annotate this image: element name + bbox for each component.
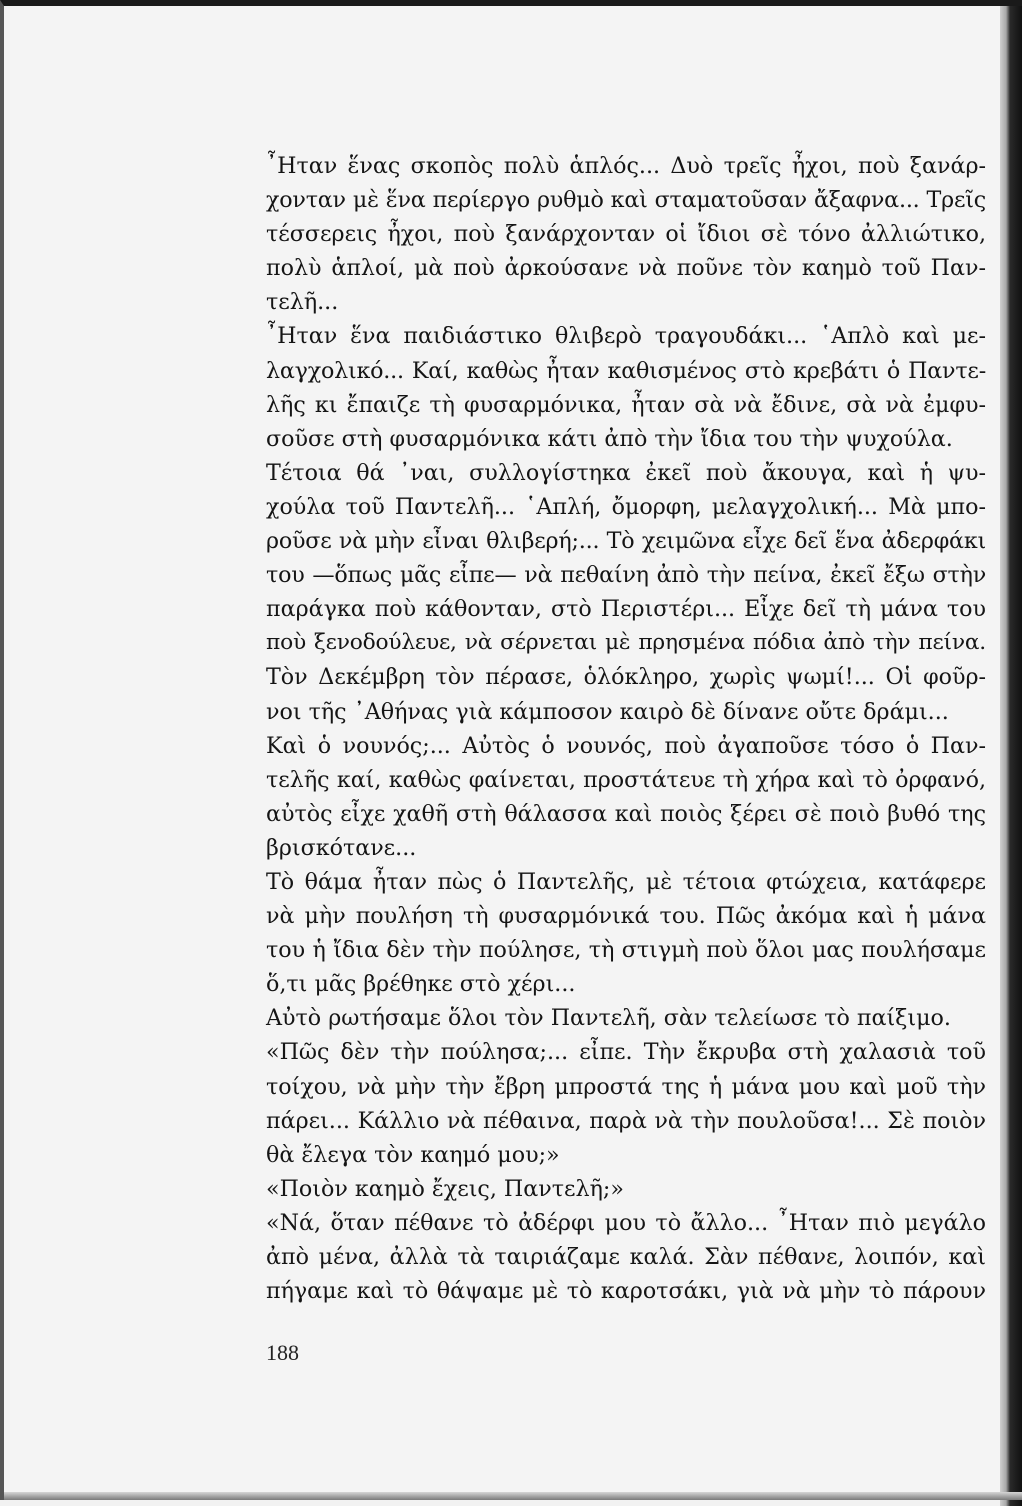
text-line: νοι τῆς ᾽Αθήνας γιὰ κάμποσον καιρὸ δὲ δίνανε οὔτε δράμι... xyxy=(266,698,949,725)
text-line: Καὶ ὁ νουνός;... Αὐτὸς ὁ νουνός, ποὺ ἀγαποῦσε τόσο ὁ Παν- xyxy=(266,732,986,759)
text-line: ποὺ ξενοδούλευε, νὰ σέρνεται μὲ πρησμένα πόδια ἀπὸ τὴν πείνα. xyxy=(266,630,986,656)
text-line: αὐτὸς εἶχε χαθῆ στὴ θάλασσα καὶ ποιὸς ξέρει σὲ ποιὸ βυθό της xyxy=(266,800,986,827)
text-line: Τὸν Δεκέμβρη τὸν πέρασε, ὁλόκληρο, χωρὶς ψωμί!... Οἱ φοῦρ- xyxy=(266,664,986,691)
text-line: τελῆς καί, καθὼς φαίνεται, προστάτευε τὴ χήρα καὶ τὸ ὀρφανό, xyxy=(266,766,986,793)
page-right-edge-shadow xyxy=(1000,6,1022,1506)
text-line: παράγκα ποὺ κάθονταν, στὸ Περιστέρι... Εἶχε δεῖ τὴ μάνα του xyxy=(266,596,986,623)
text-line: νὰ μὴν πουλήση τὴ φυσαρμόνικά του. Πῶς ἀκόμα καὶ ἡ μάνα xyxy=(266,903,986,930)
text-line: λαγχολικό... Καί, καθὼς ἦταν καθισμένος στὸ κρεβάτι ὁ Παντε- xyxy=(266,357,986,384)
text-line: ῏Ηταν ἕνα παιδιάστικο θλιβερὸ τραγουδάκι... ῾Απλὸ καὶ με- xyxy=(266,323,986,350)
text-line: Τέτοια θά ᾽ναι, συλλογίστηκα ἐκεῖ ποὺ ἄκουγα, καὶ ἡ ψυ- xyxy=(266,459,986,486)
text-line: του —ὅπως μᾶς εἶπε— νὰ πεθαίνη ἀπὸ τὴν πείνα, ἐκεῖ ἔξω στὴν xyxy=(266,562,986,589)
body-text xyxy=(266,149,986,1308)
text-line: ῏Ηταν ἕνας σκοπὸς πολὺ ἁπλός... Δυὸ τρεῖς ἦχοι, ποὺ ξανάρ- xyxy=(266,153,986,179)
text-line: ὅ,τι μᾶς βρέθηκε στὸ χέρι... xyxy=(266,971,576,998)
page-bottom-edge-shadow xyxy=(4,1492,1022,1500)
text-line: «Πῶς δὲν τὴν πούλησα;... εἶπε. Τὴν ἔκρυβα στὴ χαλασιὰ τοῦ xyxy=(266,1039,986,1066)
text-line: θὰ ἔλεγα τὸν καημό μου;» xyxy=(266,1141,560,1168)
text-line: σοῦσε στὴ φυσαρμόνικα κάτι ἀπὸ τὴν ἴδια του τὴν ψυχούλα. xyxy=(266,425,953,452)
text-line: του ἡ ἴδια δὲν τὴν πούλησε, τὴ στιγμὴ ποὺ ὅλοι μας πουλήσαμε xyxy=(266,937,986,964)
text-line: βρισκότανε... xyxy=(266,834,417,861)
text-line: τελῆ... xyxy=(266,289,339,316)
text-line: πολὺ ἁπλοί, μὰ ποὺ ἀρκούσανε νὰ ποῦνε τὸν καημὸ τοῦ Παν- xyxy=(266,255,986,282)
text-line: λῆς κι ἔπαιζε τὴ φυσαρμόνικα, ἦταν σὰ νὰ ἔδινε, σὰ νὰ ἐμφυ- xyxy=(266,391,986,418)
text-line: τοίχου, νὰ μὴν τὴν ἔβρη μπροστά της ἡ μάνα μου καὶ μοῦ τὴν xyxy=(266,1073,986,1100)
text-line: χονταν μὲ ἕνα περίεργο ρυθμὸ καὶ σταματοῦσαν ἄξαφνα... Τρεῖς xyxy=(266,187,986,214)
text-line: «Ποιὸν καημὸ ἔχεις, Παντελῆ;» xyxy=(266,1175,624,1202)
text-line: Αὐτὸ ρωτήσαμε ὅλοι τὸν Παντελῆ, σὰν τελείωσε τὸ παίξιμο. xyxy=(266,1005,951,1032)
text-line: ἀπὸ μένα, ἀλλὰ τὰ ταιριάζαμε καλά. Σὰν πέθανε, λοιπόν, καὶ xyxy=(266,1244,986,1270)
text-line: τέσσερεις ἦχοι, ποὺ ξανάρχονταν οἱ ἴδιοι σὲ τόνο ἀλλιώτικο, xyxy=(266,221,986,248)
text-line: «Νά, ὅταν πέθανε τὸ ἀδέρφι μου τὸ ἄλλο... ῏Ηταν πιὸ μεγάλο xyxy=(266,1209,986,1236)
text-line: πήγαμε καὶ τὸ θάψαμε μὲ τὸ καροτσάκι, γιὰ νὰ μὴν τὸ πάρουν xyxy=(266,1278,986,1305)
text-line: χούλα τοῦ Παντελῆ... ῾Απλή, ὄμορφη, μελαγχολική... Μὰ μπο- xyxy=(266,493,986,520)
text-line: πάρει... Κάλλιο νὰ πέθαινα, παρὰ νὰ τὴν πουλοῦσα!... Σὲ ποιὸν xyxy=(266,1107,986,1134)
text-line: ροῦσε νὰ μὴν εἶναι θλιβερή;... Τὸ χειμῶνα εἶχε δεῖ ἕνα ἀδερφάκι xyxy=(266,528,986,555)
page-number: 188 xyxy=(266,1340,299,1365)
text-line: Τὸ θάμα ἦταν πὼς ὁ Παντελῆς, μὲ τέτοια φτώχεια, κατάφερε xyxy=(266,868,986,895)
